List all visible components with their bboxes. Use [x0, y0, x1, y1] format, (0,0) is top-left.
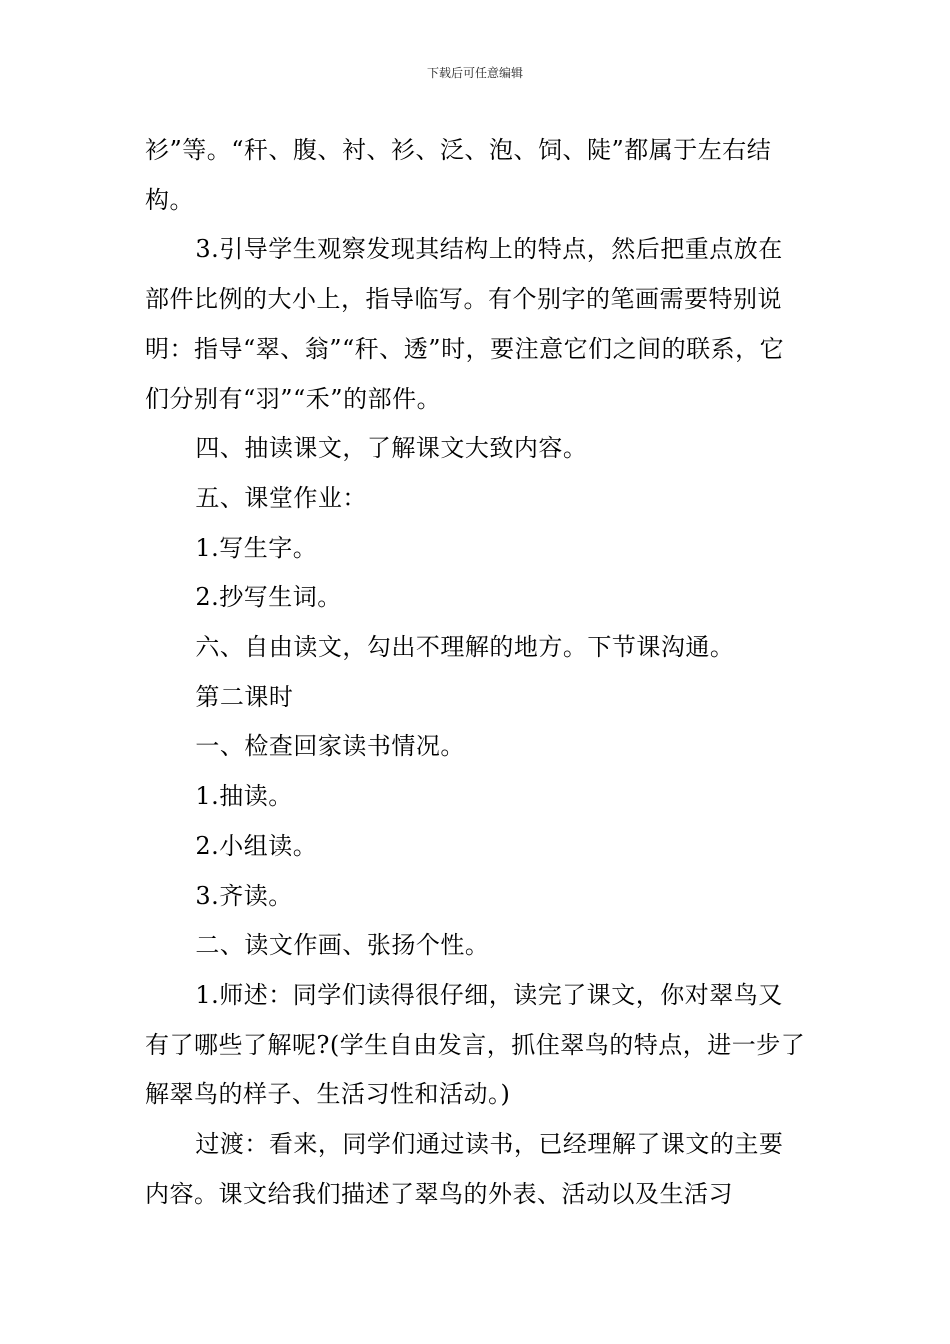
paragraph-13: 二、读文作画、张扬个性。 [195, 931, 490, 960]
paragraph-9: 一、检查回家读书情况。 [195, 732, 465, 761]
paragraph-10: 1.抽读。 [195, 782, 293, 811]
paragraph-14: 1.师述：同学们读得很仔细，读完了课文，你对翠鸟又有了哪些了解呢?(学生自由发言，抓住翠鸟的特点，进一步了解翠鸟的样子、生活习性和活动。) [145, 980, 806, 1109]
paragraph-2: 3.引导学生观察发现其结构上的特点，然后把重点放在部件比例的大小上，指导临写。有个别字的笔画需要特别说明：指导“翠、翁”“秆、透”时，要注意它们之间的联系，它们分别有“羽”“禾”的部件。 [145, 235, 785, 413]
paragraph-11: 2.小组读。 [195, 831, 318, 860]
paragraph-1: 衫”等。“秆、腹、衬、衫、泛、泡、饲、陡”都属于左右结构。 [145, 136, 772, 214]
paragraph-12: 3.齐读。 [195, 881, 293, 910]
paragraph-15: 过渡：看来，同学们通过读书，已经理解了课文的主要内容。课文给我们描述了翠鸟的外表、活动以及生活习 [145, 1130, 784, 1208]
paragraph-7: 六、自由读文，勾出不理解的地方。下节课沟通。 [195, 633, 735, 662]
paragraph-3: 四、抽读课文，了解课文大致内容。 [195, 434, 588, 463]
paragraph-4: 五、课堂作业： [195, 483, 367, 512]
document-body [145, 126, 807, 1219]
paragraph-6: 2.抄写生词。 [195, 583, 342, 612]
page-header: 下载后可任意编辑 [426, 66, 523, 80]
paragraph-5: 1.写生字。 [195, 533, 318, 562]
paragraph-8: 第二课时 [195, 682, 294, 711]
